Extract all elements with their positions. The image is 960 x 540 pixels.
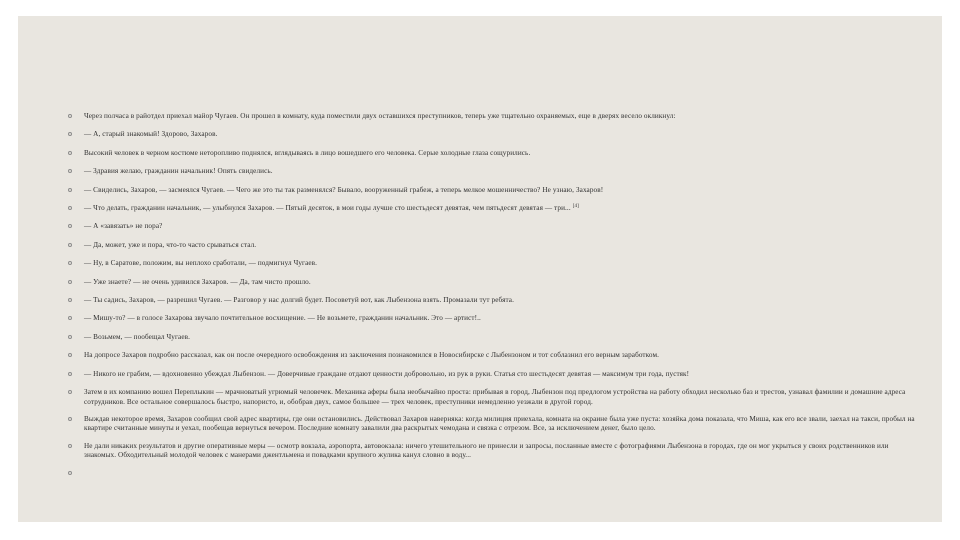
list-item — [66, 388, 922, 407]
list-item — [66, 259, 922, 268]
bullet-circle-icon — [68, 417, 72, 421]
paragraph-text: — Уже знаете? — не очень удивился Захаров. — Да, там чисто прошло. — [84, 277, 311, 286]
paragraph-text: На допросе Захаров подробно рассказал, как он после очередного освобождения из заключения познакомился в Новосибирске с Лыбензоном и тот соблазнил его верным заработком. — [84, 351, 659, 360]
paragraph-text: Через полчаса в райотдел приехал майор Чугаев. Он прошел в комнату, куда поместили двух оставшихся преступников, теперь уже тщательно охраняемых, еще в дверях весело окликнул: — [84, 112, 676, 120]
list-item — [66, 415, 922, 434]
bullet-circle-icon — [68, 224, 72, 228]
list-item — [66, 370, 922, 379]
bullet-circle-icon — [68, 298, 72, 302]
paragraph-text: — Возьмем, — пообещал Чугаев. — [84, 332, 190, 341]
paragraph-text: — Здравия желаю, гражданин начальник! Опять свиделись. — [84, 167, 273, 176]
list-item — [66, 314, 922, 323]
bullet-circle-icon — [68, 188, 72, 192]
bullet-circle-icon — [68, 372, 72, 376]
paragraph-text: — Ну, в Саратове, положим, вы неплохо сработали, — подмигнул Чугаев. — [84, 259, 318, 268]
paragraph-text: — А, старый знакомый! Здорово, Захаров. — [84, 130, 218, 139]
paragraph-text: — Ты садись, Захаров, — разрешил Чугаев. — Разговор у нас долгий будет. Посоветуй вот, как Лыбензона взять. Промазали тут ребята. — [84, 296, 514, 305]
list-item — [66, 278, 922, 287]
list-item — [66, 222, 922, 231]
slide-background — [18, 16, 942, 522]
bullet-circle-icon — [68, 471, 72, 475]
bullet-circle-icon — [68, 261, 72, 265]
bullet-circle-icon — [68, 243, 72, 247]
bullet-circle-icon — [68, 280, 72, 284]
bullet-circle-icon — [68, 444, 72, 448]
paragraph-text: — Что делать, гражданин начальник, — улыбнулся Захаров. — Пятый десяток, в мои годы лучше сто шестьдесят девятая, чем пятьдесят девятая — три... — [84, 204, 571, 213]
paragraph-text: — Никого не грабим, — вдохновенно убеждал Лыбензон. — Доверчивые граждане отдают ценности добровольно, из рук в руки. Статья сто шестьдесят девятая — максимум три года, пустяк! — [84, 369, 690, 378]
paragraph-text: — А «завязать» не пора? — [84, 222, 163, 231]
bullet-circle-icon — [68, 169, 72, 173]
list-item — [66, 204, 922, 213]
list-item — [66, 333, 922, 342]
list-item — [66, 469, 922, 478]
bullet-circle-icon — [68, 151, 72, 155]
list-item — [66, 442, 922, 461]
list-item — [66, 149, 922, 158]
bullet-circle-icon — [68, 316, 72, 320]
bullet-circle-icon — [68, 390, 72, 394]
bullet-circle-icon — [68, 353, 72, 357]
paragraph-text: — Да, может, уже и пора, что-то часто срываться стал. — [84, 240, 257, 249]
list-item — [66, 351, 922, 360]
footnote-marker[interactable]: [4] — [572, 204, 579, 210]
paragraph-text: — Мишу-то? — в голосе Захарова звучало почтительное восхищение. — Не возьмете, гражданин начальник. Это — артист!.. — [84, 314, 481, 323]
paragraph-text: Выждав некоторое время, Захаров сообщил свой адрес квартиры, где они остановились. Действовал Захаров наверняка: когда милиция приехала, комната на окраине была уже пуста: хозяйка дома показала, что Миша, как его все звали, заехал на такси, пробыл на квартире считанные минуты и уехал, пообещав вернуться вечером. Последние комнату завалили два раскрытых чемодана и связка с отрезом. Все, за исключением денег, было цело. — [84, 414, 915, 433]
list-item — [66, 296, 922, 305]
paragraph-text: Не дали никаких результатов и другие оперативные меры — осмотр вокзала, аэропорта, автовокзала: ничего утешительного не принесли и запросы, посланные вместе с фотографиями Лыбензона в городах, где он мог укрыться у своих родственников или знакомых. Обходительный молодой человек с манерами джентльмена и повадками крупного жулика канул словно в воду... — [84, 441, 889, 460]
list-item — [66, 186, 922, 195]
bullet-circle-icon — [68, 335, 72, 339]
bullet-circle-icon — [68, 114, 72, 118]
paragraph-text: — Свиделись, Захаров, — засмеялся Чугаев. — Чего же это ты так разменялся? Бывало, вооруженный грабеж, а теперь мелкое мошенничество? Не узнаю, Захаров! — [84, 185, 604, 194]
list-item — [66, 112, 922, 121]
list-item — [66, 167, 922, 176]
list-item — [66, 241, 922, 250]
paragraph-text: Затем в их компанию вошел Переплыкин — мрачноватый угрюмый человечек. Механика аферы была необычайно проста: прибывая в город, Лыбензон под предлогом устройства на работу обходил несколько баз и трестов, узнавал фамилии и домашние адреса сотрудников. Все остальное совершалось быстро, напористо, и, обобрав двух, самое большее — трех человек, преступники немедленно уезжали в другой город. — [84, 388, 906, 406]
paragraph-text: Высокий человек в черном костюме неторопливо поднялся, вглядываясь в лицо вошедшего его человека. Серые холодные глаза сощурились. — [84, 148, 531, 157]
bullet-circle-icon — [68, 206, 72, 210]
bullet-list — [66, 112, 922, 478]
list-item — [66, 130, 922, 139]
bullet-circle-icon — [68, 132, 72, 136]
